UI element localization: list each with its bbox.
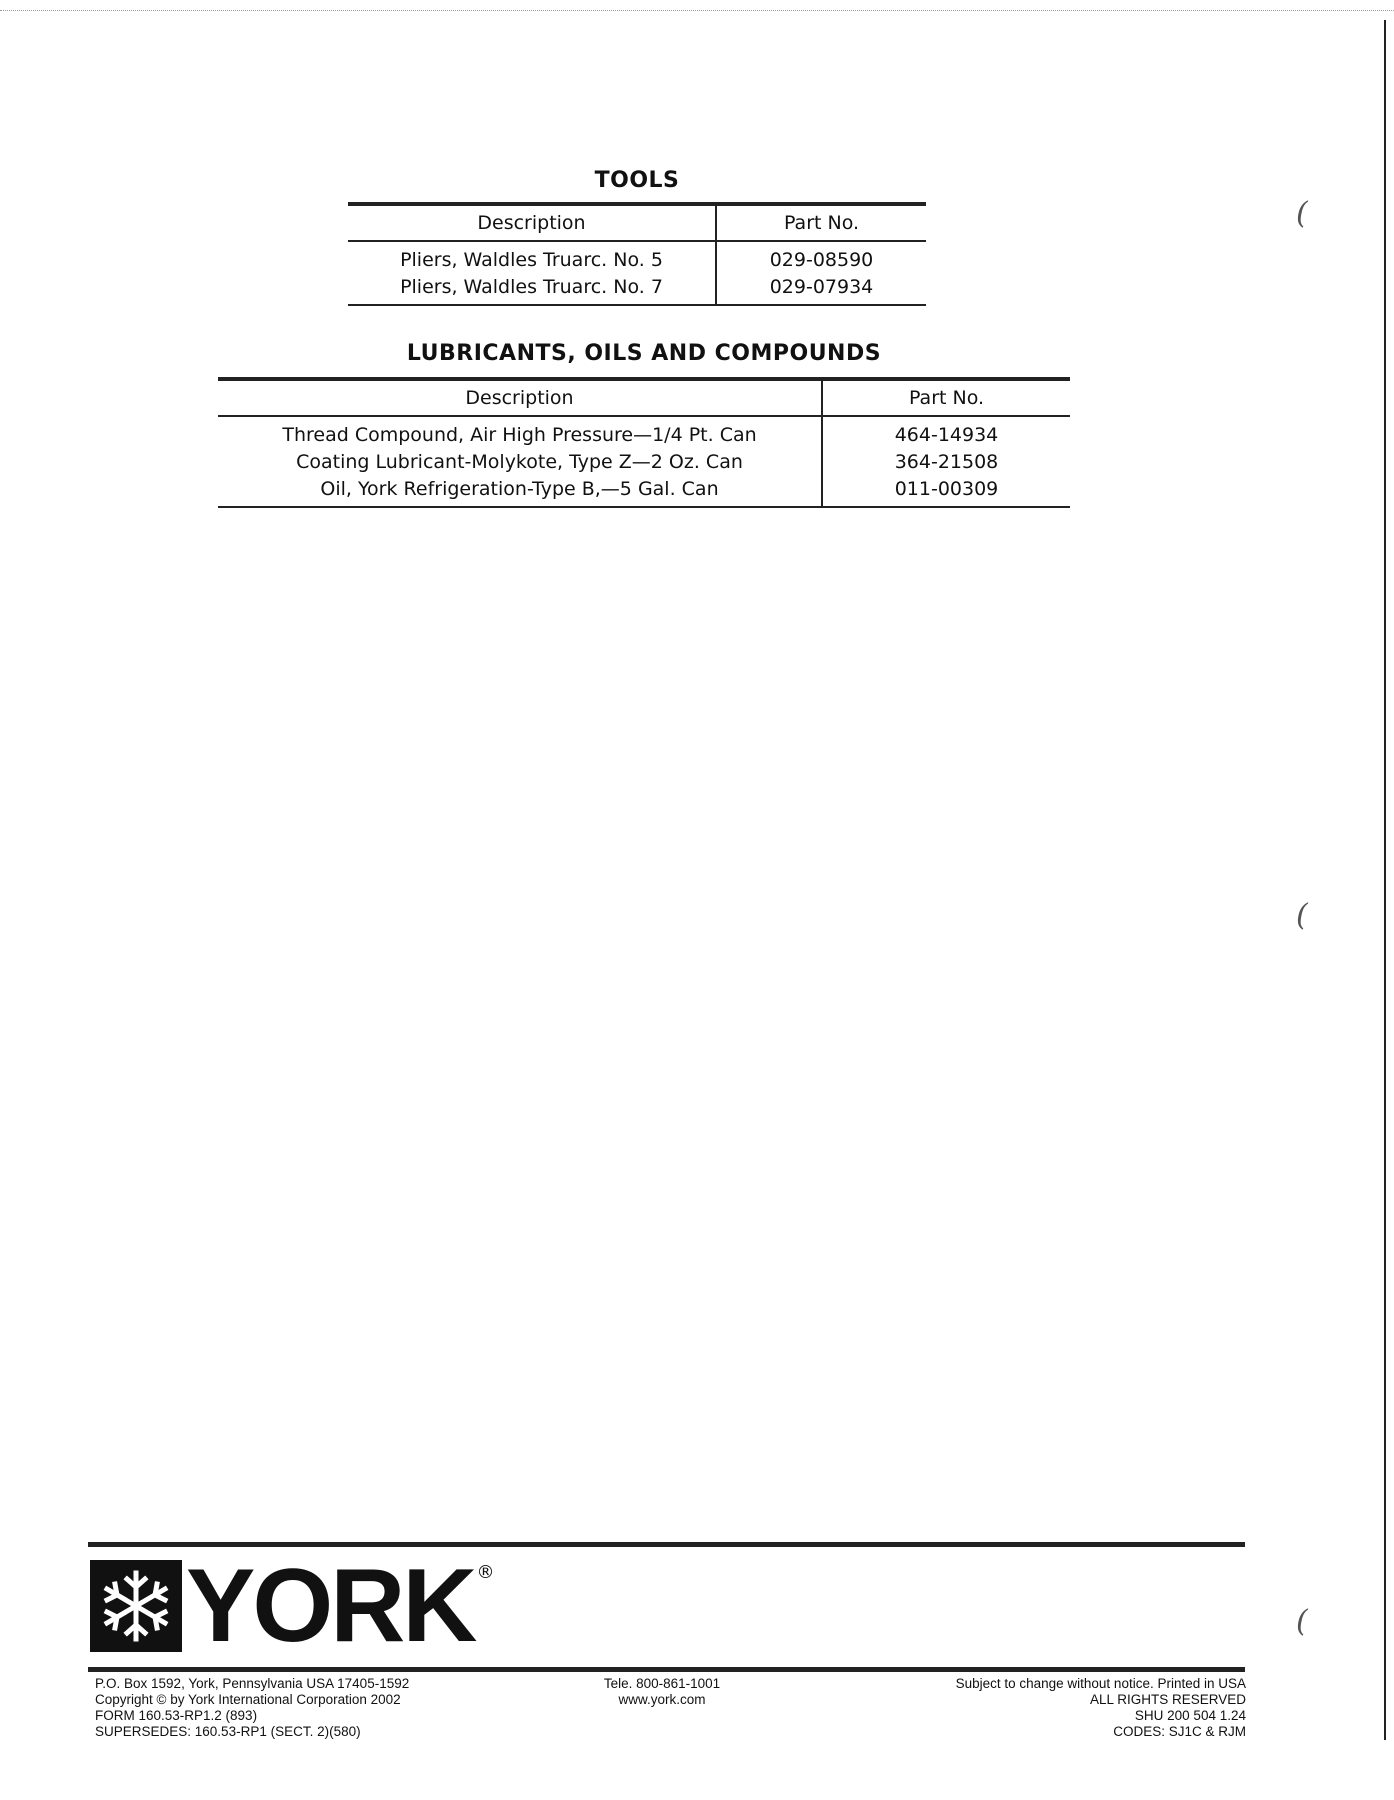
shu-code: SHU 200 504 1.24	[1134, 1708, 1246, 1723]
footer-rights-block	[956, 1676, 1246, 1740]
address-line: P.O. Box 1592, York, Pennsylvania USA 17405-1592	[95, 1676, 410, 1691]
part-no-cell: 011-00309	[822, 476, 1070, 507]
part-no-cell: 364-21508	[822, 449, 1070, 476]
description-cell: Pliers, Waldles Truarc. No. 7	[348, 274, 716, 305]
copyright-line: Copyright © by York International Corporation 2002	[95, 1692, 401, 1707]
description-cell: Oil, York Refrigeration-Type B,—5 Gal. Can	[218, 476, 822, 507]
footer-top-rule	[88, 1542, 1245, 1547]
description-cell: Pliers, Waldles Truarc. No. 5	[400, 249, 663, 271]
table-row	[218, 476, 1070, 507]
description-column-header: Description	[348, 204, 716, 241]
codes-line: CODES: SJ1C & RJM	[1113, 1724, 1246, 1739]
part-no-column-header: Part No.	[822, 379, 1070, 416]
registered-mark: ®	[476, 1562, 495, 1583]
tools-title: TOOLS	[594, 168, 680, 193]
part-no-cell: 029-08590	[716, 241, 926, 274]
description-cell: Thread Compound, Air High Pressure—1/4 Pt. Can	[282, 424, 757, 446]
brand-wordmark: YORK	[186, 1547, 475, 1664]
table-row	[348, 274, 926, 305]
york-logo	[90, 1547, 495, 1664]
description-column-header: Description	[218, 379, 822, 416]
lubricants-table	[218, 377, 1070, 508]
part-no-cell: 029-07934	[716, 274, 926, 305]
binder-hole-mark: (	[1296, 1604, 1308, 1639]
part-no-cell: 464-14934	[822, 416, 1070, 449]
binder-hole-mark: (	[1296, 196, 1308, 231]
table-row	[218, 416, 1070, 449]
website-link[interactable]: www.york.com	[618, 1692, 706, 1707]
snowflake-icon	[90, 1560, 182, 1652]
binder-hole-mark: (	[1296, 898, 1308, 933]
binding-edge-line	[1384, 20, 1386, 1740]
tools-table	[348, 202, 926, 306]
table-row	[348, 241, 926, 274]
form-number: FORM 160.53-RP1.2 (893)	[95, 1708, 258, 1723]
telephone: Tele. 800-861-1001	[603, 1676, 721, 1691]
table-header-row	[218, 379, 1070, 416]
footer-address-block	[95, 1676, 409, 1740]
table-row	[218, 449, 1070, 476]
footer-bottom-rule	[88, 1667, 1245, 1672]
lubricants-title: LUBRICANTS, OILS AND COMPOUNDS	[406, 341, 882, 366]
scan-top-rule	[0, 10, 1394, 11]
part-no-column-header: Part No.	[716, 204, 926, 241]
notice-line: Subject to change without notice. Printed in USA	[955, 1676, 1246, 1691]
table-header-row	[348, 204, 926, 241]
footer-contact-block	[562, 1676, 762, 1708]
supersedes-line: SUPERSEDES: 160.53-RP1 (SECT. 2)(580)	[95, 1724, 361, 1739]
rights-line: ALL RIGHTS RESERVED	[1089, 1692, 1246, 1707]
description-cell: Coating Lubricant-Molykote, Type Z—2 Oz. Can	[296, 451, 743, 473]
